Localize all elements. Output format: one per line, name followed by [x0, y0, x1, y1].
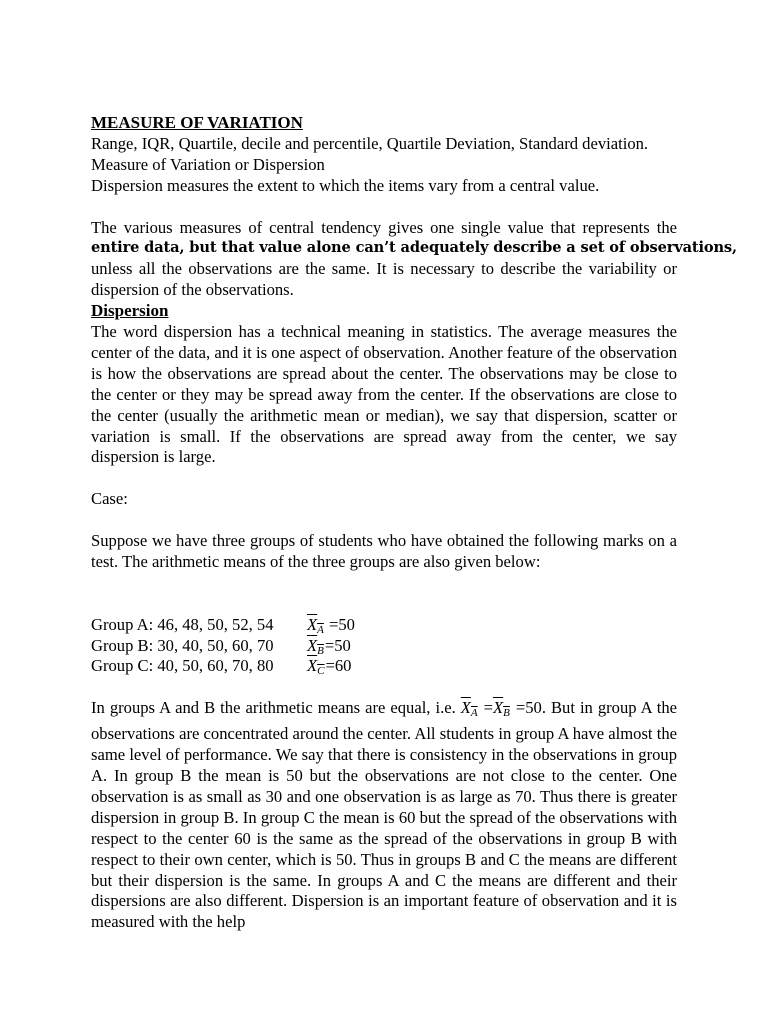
mean-symbol-a: $X_A$ [460, 698, 478, 720]
mean-value: =50 [324, 635, 351, 655]
definition-text: Dispersion measures the extent to which the items vary from a central value. [91, 175, 600, 195]
subtitle: Measure of Variation or Dispersion [91, 154, 325, 174]
group-mean [307, 656, 351, 682]
group-row-b [91, 636, 677, 657]
mean-value: =60 [325, 656, 352, 676]
group-marks: Group A: 46, 48, 50, 52, 54 [91, 614, 274, 634]
intro-line-1: The various measures of central tendency gives one single value that represents the [91, 217, 677, 237]
mean-symbol: $X_C$ [307, 656, 325, 678]
spacer [91, 197, 677, 218]
spacer [91, 573, 677, 615]
document-title: MEASURE OF VARIATION [91, 113, 303, 132]
topics-list: Range, IQR, Quartile, decile and percentile, Quartile Deviation, Standard deviation. [91, 133, 649, 153]
analysis-paragraph: In groups A and B the arithmetic means are equal, i.e. $X_A =X_B =50$. But in group A the observations are concentrated around the center. All students in group A have almost the same level of performance. We say that there is consistency in the observations in group A. In group B the mean is 50 but the observations are not close to the center. One observation is as small as 30 and one observation is as large as 70. Thus there is greater dispersion in group B. In group C the mean is 60 but the spread of the observations with respect to the center 60 is the same as the spread of the observations in group B with respect to their own center, which is 50. Thus in groups B and C the means are different but their dispersion is the same. In groups A and C the means are different and their dispersions are also different. Dispersion is an important feature of observation and it is measured with the help [91, 698, 677, 932]
intro-rest: unless all the observations are the same. It is necessary to describe the variability or dispersion of the observations. [91, 259, 677, 300]
group-marks: Group C: 40, 50, 60, 70, 80 [91, 656, 274, 676]
dispersion-paragraph: The word dispersion has a technical meaning in statistics. The average measures the center of the data, and it is one aspect of observation. Another feature of the observation is how the observations are spread about the center. The observations may be close to the center or they may be spread away from the center. If the observations are close to the center (usually the arithmetic mean or median), we say that dispersion, scatter or variation is small. If the observations are spread away from the center, we say dispersion is large. [91, 322, 677, 467]
spacer [91, 677, 677, 698]
spacer [91, 468, 677, 489]
case-intro: Suppose we have three groups of students who have obtained the following marks on a test. The arithmetic means of the three groups are also given below: [91, 531, 677, 571]
mean-symbol: $X_B$ [307, 635, 324, 657]
mean-value: =50 [329, 614, 355, 634]
mean-symbol-b: $X_B$ [492, 698, 510, 720]
intro-line-2: entire data, but that value alone can’t adequately describe a set of observations, [91, 239, 737, 257]
mean-symbol: $X_A$ [307, 614, 324, 636]
document-page [91, 113, 737, 933]
case-label: Case: [91, 489, 128, 509]
group-row-c [91, 656, 677, 677]
groups-list [91, 615, 677, 678]
group-marks: Group B: 30, 40, 50, 60, 70 [91, 635, 274, 655]
spacer [91, 510, 677, 531]
group-row-a [91, 615, 677, 636]
dispersion-heading: Dispersion [91, 301, 169, 321]
